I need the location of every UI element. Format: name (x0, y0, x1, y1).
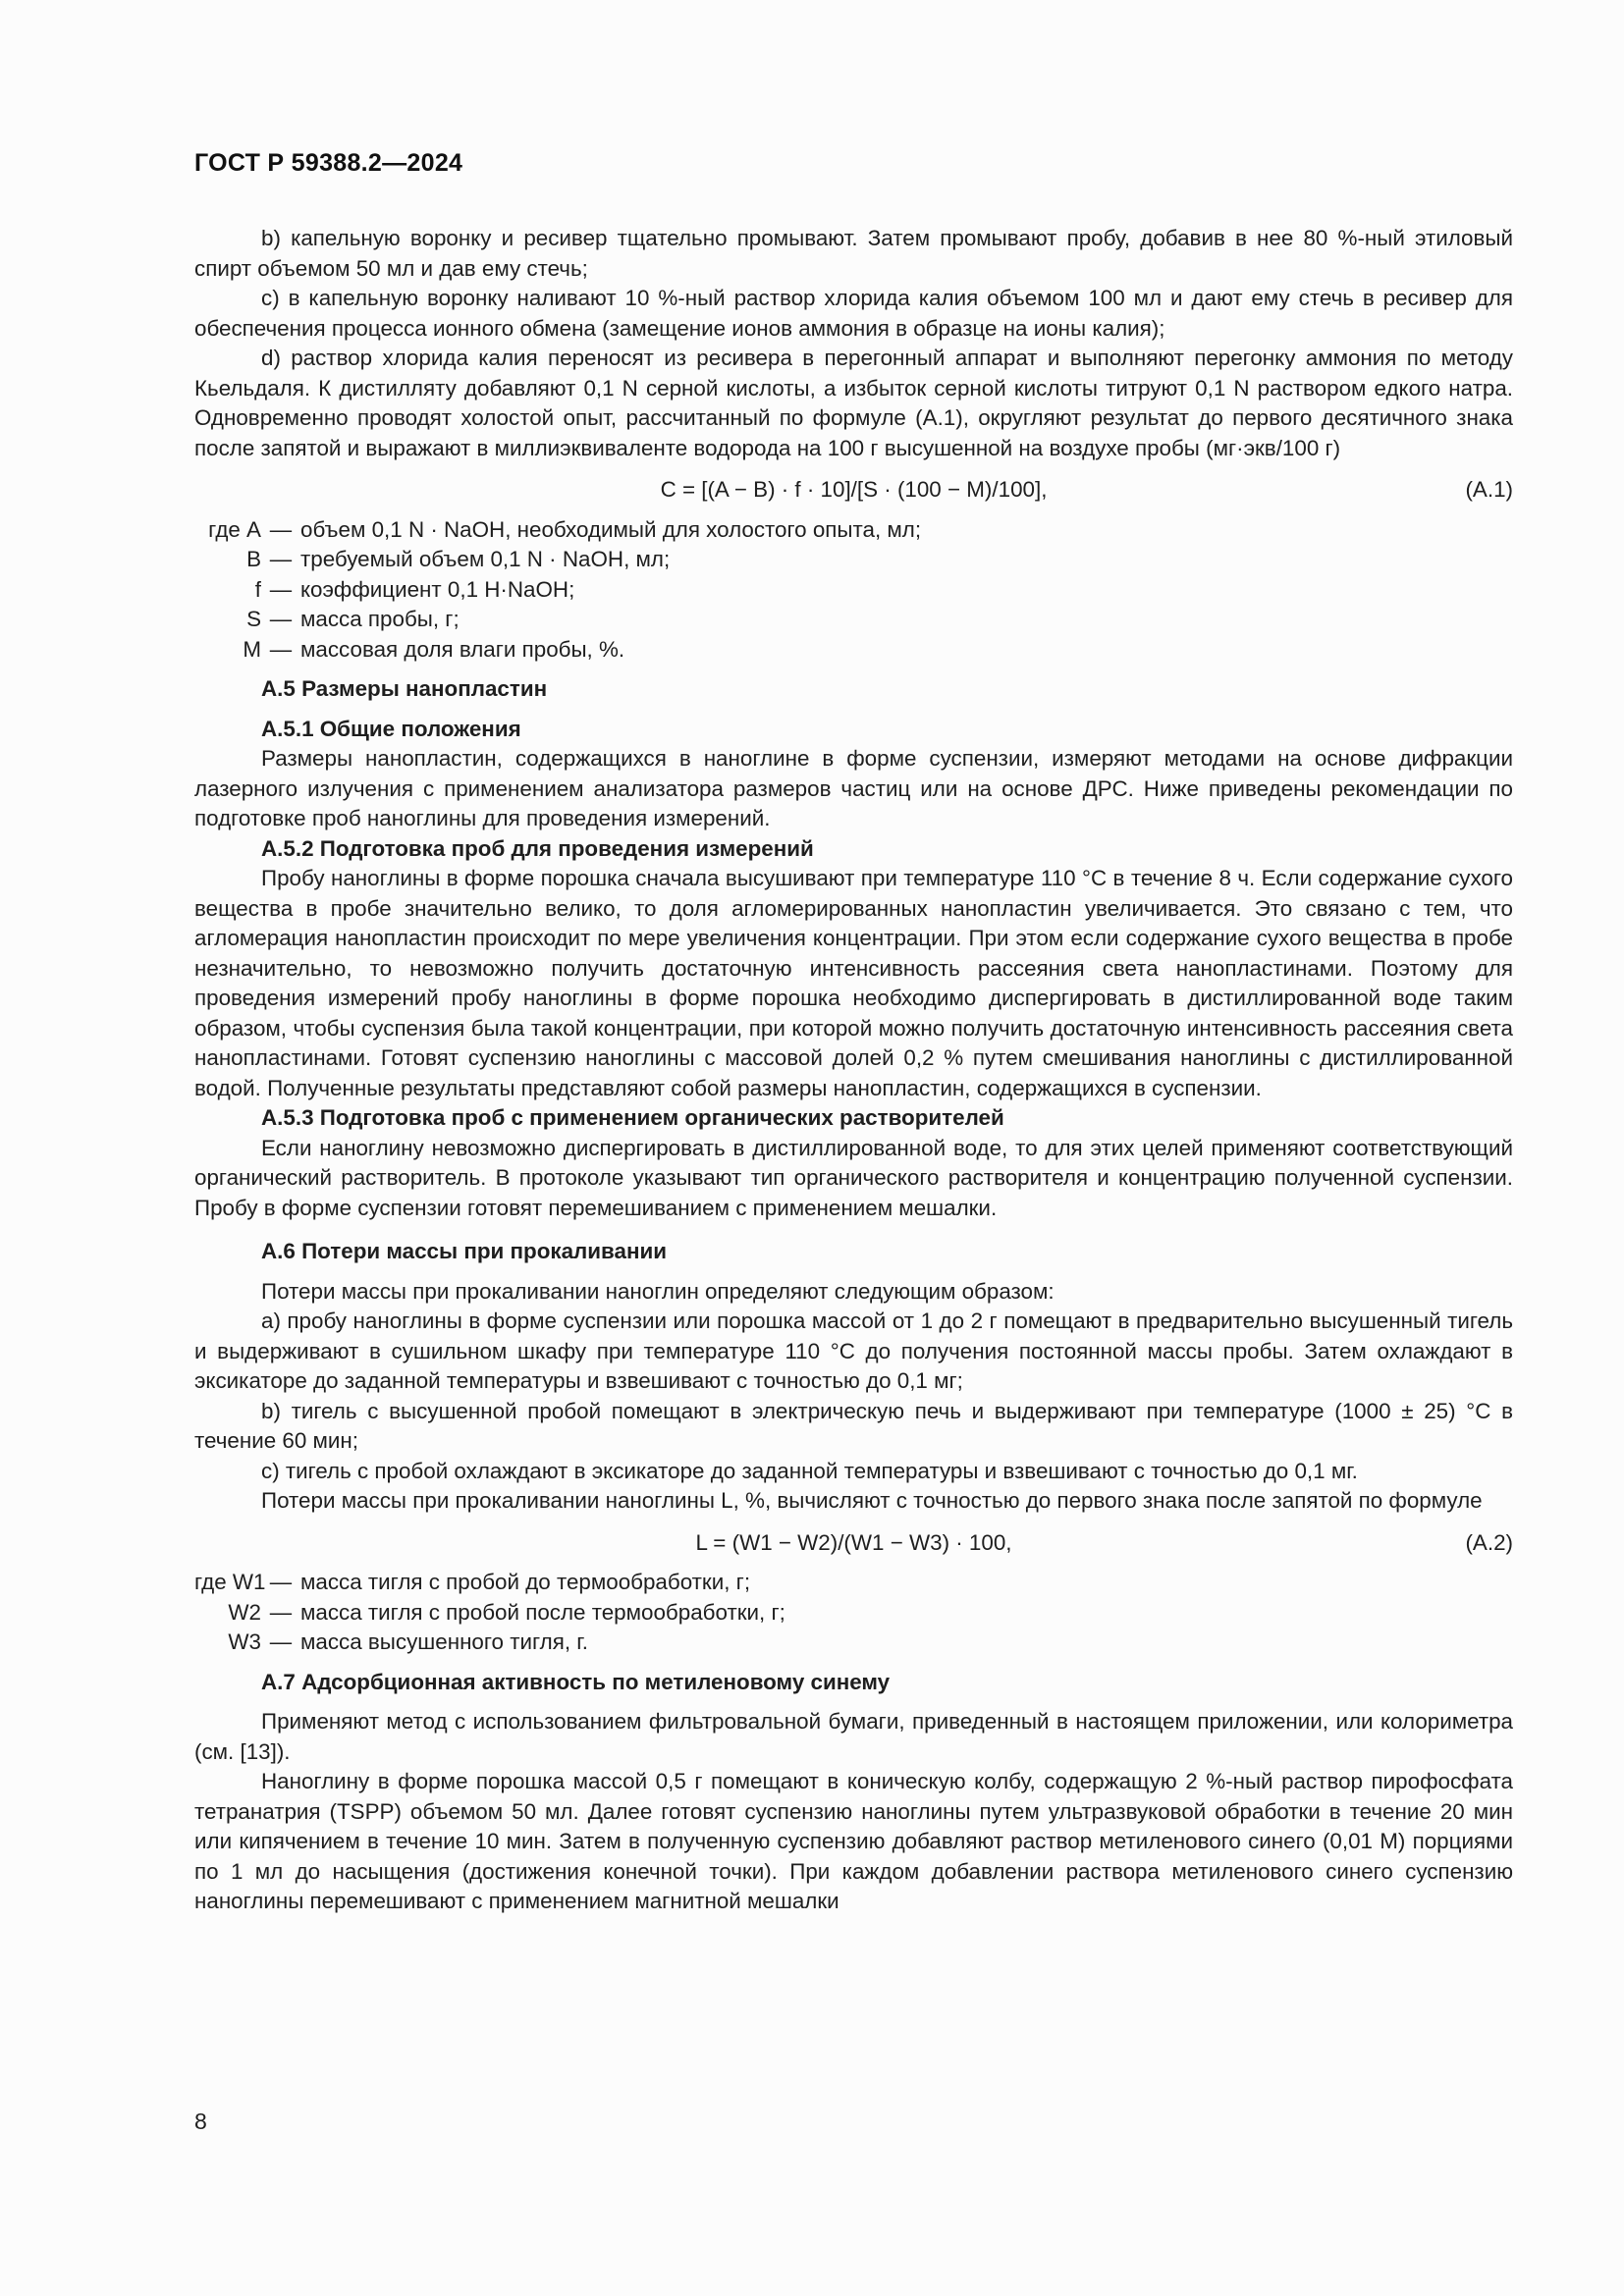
legend-description: масса пробы, г; (300, 607, 460, 631)
paragraph: b) тигель с высушенной пробой помещают в электрическую печь и выдерживают при температуре (1000 ± 25) °С в течение 60 мин; (194, 1398, 1513, 1453)
paragraph: d) раствор хлорида калия переносят из ресивера в перегонный аппарат и выполняют перегонку аммония по методу Кьельдаля. К дистилляту добавляют 0,1 N серной кислоты, а избыток серной кислоты титруют 0,1 N раствором едкого натра. Одновременно проводят холостой опыт, рассчитанный по формуле (А.1), округляют результат до первого десятичного знака после запятой и выражают в миллиэквиваленте водорода на 100 г высушенной на воздухе пробы (мг·экв/100 г) (194, 346, 1513, 460)
legend-description: объем 0,1 N · NaOH, необходимый для холостого опыта, мл; (300, 516, 922, 542)
legend-symbol: W3 (228, 1629, 261, 1654)
formula-a2 (194, 1528, 1513, 1559)
paragraph: c) в капельную воронку наливают 10 %-ный раствор хлорида калия объемом 100 мл и дают ему стечь в ресивер для обеспечения процесса ионного обмена (замещение ионов аммония в образце на ионы калия); (194, 286, 1513, 341)
standard-header: ГОСТ Р 59388.2—2024 (194, 149, 463, 177)
formula-legend-a1 (194, 515, 1513, 666)
formula-a1 (194, 475, 1513, 506)
formula-legend-a2 (194, 1568, 1513, 1658)
legend-symbol: W2 (228, 1599, 261, 1625)
section-heading-a51: А.5.1 Общие положения (261, 716, 521, 741)
legend-row (194, 605, 1513, 635)
formula-number: (А.2) (1465, 1529, 1513, 1555)
legend-dash: — (269, 516, 293, 542)
section-heading-a7: А.7 Адсорбционная активность по метиленовому синему (261, 1669, 891, 1694)
legend-row (194, 635, 1513, 666)
document-body (194, 224, 1513, 1917)
legend-symbol: M (243, 636, 261, 662)
legend-dash: — (269, 636, 293, 662)
paragraph: Применяют метод с использованием фильтровальной бумаги, приведенный в настоящем приложении, или колориметра (см. [13]). (194, 1709, 1513, 1764)
legend-dash: — (269, 1599, 293, 1625)
formula-text: C = [(A − B) · f · 10]/[S · (100 − M)/100], (660, 477, 1048, 502)
legend-symbol: где W1 (194, 1570, 266, 1594)
section-heading-a6: А.6 Потери массы при прокаливании (261, 1239, 668, 1263)
legend-row (194, 575, 1513, 606)
legend-description: масса тигля с пробой после термообработки, г; (300, 1599, 785, 1625)
legend-description: коэффициент 0,1 H·NaOH; (300, 576, 575, 602)
paragraph: Потери массы при прокаливании наноглин определяют следующим образом: (261, 1278, 1055, 1304)
legend-description: массовая доля влаги пробы, %. (300, 636, 625, 662)
legend-row (194, 1568, 1513, 1598)
formula-number: (А.1) (1465, 477, 1513, 502)
formula-text: L = (W1 − W2)/(W1 − W3) · 100, (695, 1529, 1012, 1555)
paragraph: b) капельную воронку и ресивер тщательно промывают. Затем промывают пробу, добавив в нее 80 %-ный этиловый спирт объемом 50 мл и дав ему стечь; (194, 226, 1513, 281)
legend-symbol: B (246, 547, 261, 571)
legend-symbol: f (254, 576, 261, 602)
legend-description: масса тигля с пробой до термообработки, г; (300, 1570, 751, 1594)
paragraph: c) тигель с пробой охлаждают в эксикаторе до заданной температуры и взвешивают с точностью до 0,1 мг. (261, 1458, 1358, 1483)
section-heading-a5: А.5 Размеры нанопластин (261, 676, 548, 701)
legend-description: масса высушенного тигля, г. (300, 1629, 588, 1654)
legend-dash: — (269, 1629, 293, 1654)
paragraph: Наноглину в форме порошка массой 0,5 г помещают в коническую колбу, содержащую 2 %-ный раствор пирофосфата тетранатрия (TSPP) объемом 50 мл. Далее готовят суспензию наноглины путем ультразвуковой обработки в течение 20 мин или кипячением в течение 10 мин. Затем в полученную суспензию добавляют раствор метиленового синего (0,01 М) порциями по 1 мл до насыщения (достижения конечной точки). При каждом добавлении раствора метиленового синего суспензию наноглины перемешивают с применением магнитной мешалки (194, 1769, 1513, 1913)
legend-row (194, 545, 1513, 575)
legend-symbol: где A (208, 516, 261, 542)
legend-dash: — (269, 547, 293, 571)
paragraph: Потери массы при прокаливании наноглины L, %, вычисляют с точностью до первого знака после запятой по формуле (261, 1488, 1483, 1513)
legend-dash: — (269, 607, 293, 631)
section-heading-a53: А.5.3 Подготовка проб с применением органических растворителей (261, 1105, 1004, 1130)
paragraph: a) пробу наноглины в форме суспензии или порошка массой от 1 до 2 г помещают в предварительно высушенный тигель и выдерживают в сушильном шкафу при температуре 110 °С до получения постоянной массы пробы. Затем охлаждают в эксикаторе до заданной температуры и взвешивают с точностью до 0,1 мг; (194, 1308, 1513, 1393)
legend-row (194, 515, 1513, 546)
legend-row (194, 1628, 1513, 1658)
legend-symbol: S (246, 607, 261, 631)
legend-dash: — (269, 576, 293, 602)
page-number: 8 (194, 2109, 207, 2134)
legend-row (194, 1598, 1513, 1629)
paragraph: Пробу наноглины в форме порошка сначала высушивают при температуре 110 °С в течение 8 ч. Если содержание сухого вещества в пробе значительно велико, то доля агломерированных нанопластин увеличивается. Это связано с тем, что агломерация нанопластин происходит по мере увеличения концентрации. При этом если содержание сухого вещества в пробе незначительно, то невозможно получить достаточную интенсивность рассеяния света нанопластинами. Поэтому для проведения измерений пробу наноглины в форме порошка необходимо диспергировать в дистиллированной воде таким образом, чтобы суспензия была такой концентрации, при которой можно получить достаточную интенсивность рассеяния света нанопластинами. Готовят суспензию наноглины с массовой долей 0,2 % путем смешивания наноглины с дистиллированной водой. Полученные результаты представляют собой размеры нанопластин, содержащихся в суспензии. (194, 866, 1513, 1100)
paragraph: Если наноглину невозможно диспергировать в дистиллированной воде, то для этих целей применяют соответствующий органический растворитель. В протоколе указывают тип органического растворителя и концентрацию полученной суспензии. Пробу в форме суспензии готовят перемешиванием с применением мешалки. (194, 1135, 1513, 1220)
section-heading-a52: А.5.2 Подготовка проб для проведения измерений (261, 835, 814, 861)
legend-dash: — (269, 1570, 293, 1594)
paragraph: Размеры нанопластин, содержащихся в наноглине в форме суспензии, измеряют методами на основе дифракции лазерного излучения с применением анализатора размеров частиц или на основе ДРС. Ниже приведены рекомендации по подготовке проб наноглины для проведения измерений. (194, 746, 1513, 830)
legend-description: требуемый объем 0,1 N · NaOH, мл; (300, 547, 671, 571)
